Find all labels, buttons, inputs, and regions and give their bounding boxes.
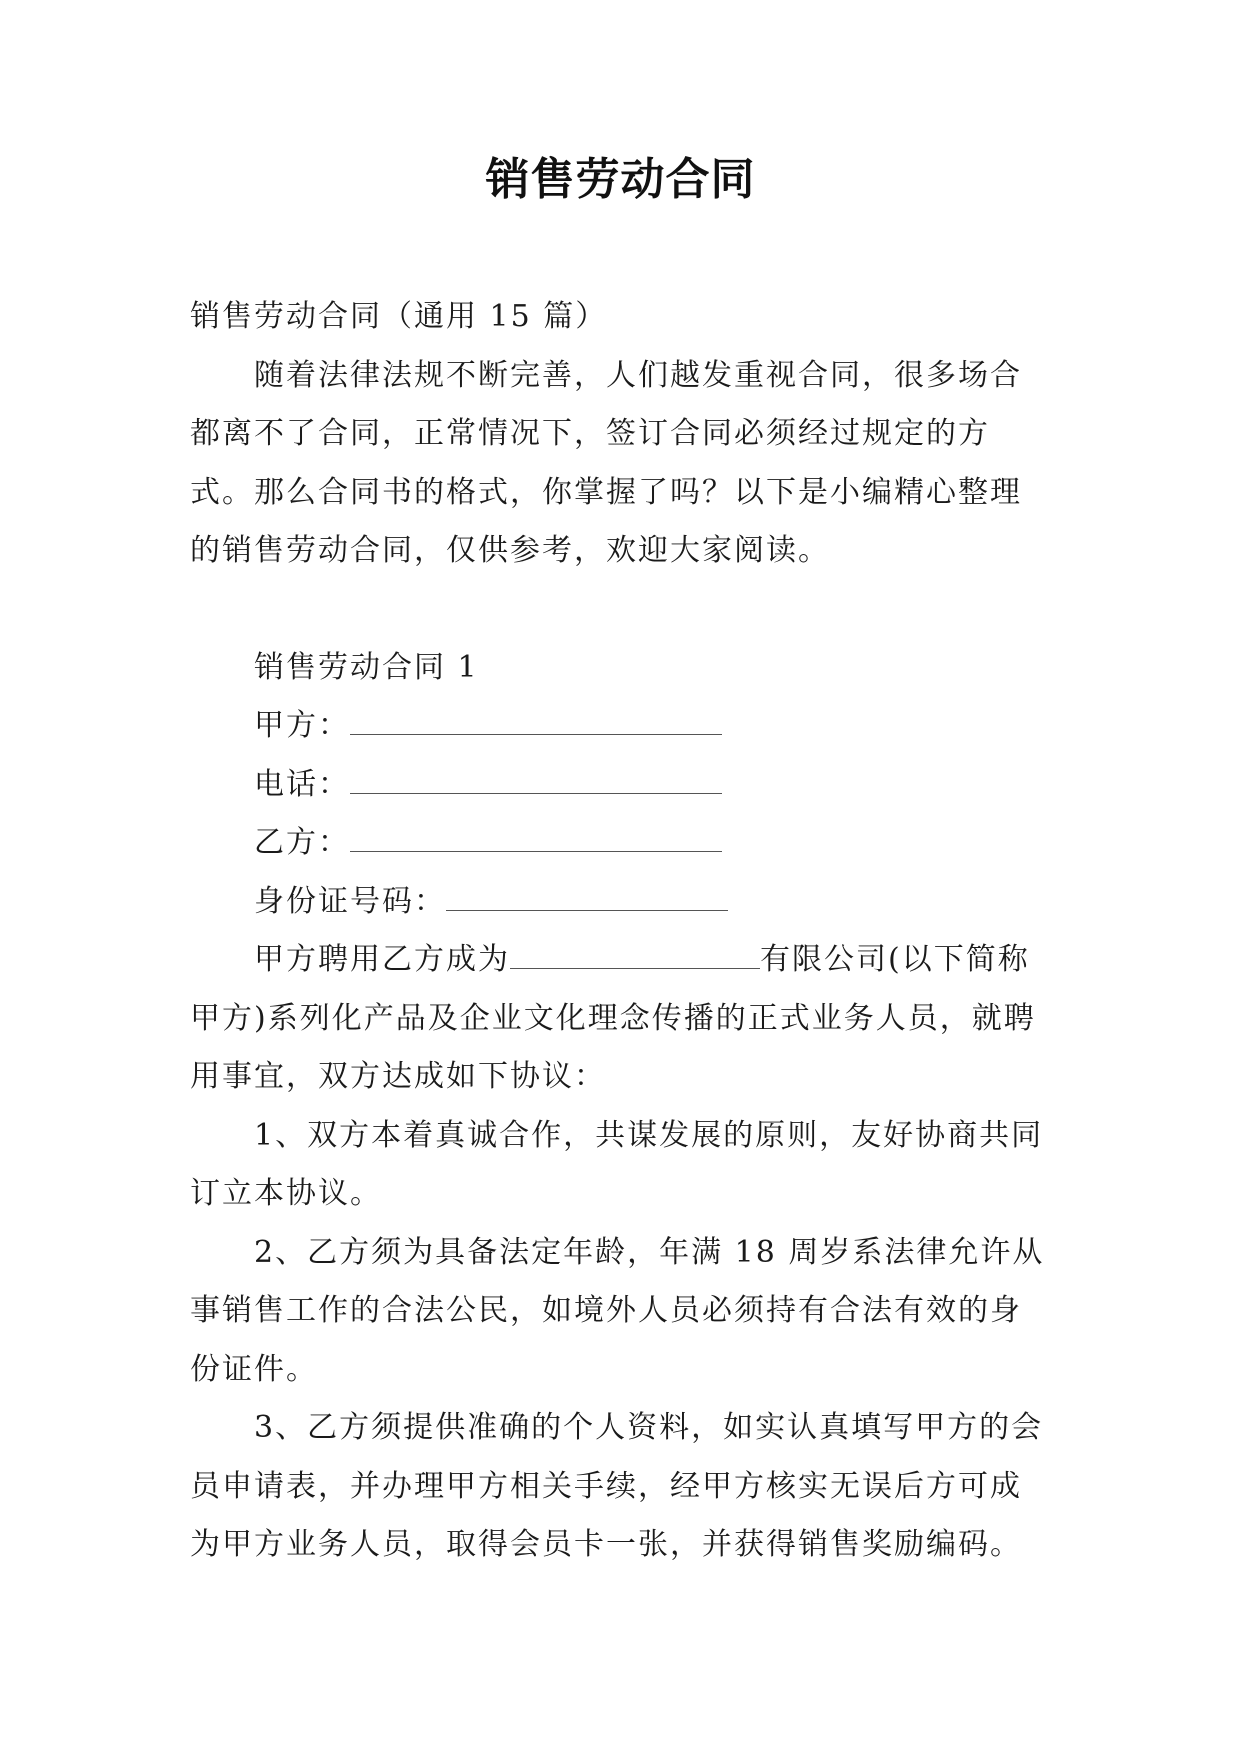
clause-2: 2、乙方须为具备法定年龄，年满 18 周岁系法律允许从事销售工作的合法公民，如境外人员必须持有合法有效的身份证件。	[190, 1234, 1045, 1387]
field-label: 乙方：	[254, 825, 350, 860]
fill-blank	[350, 771, 722, 794]
hire-paragraph	[190, 931, 1050, 1107]
hire-suffix: 有限公司(以下简称甲方)系列化产品及企业文化理念传播的正式业务人员，就聘用事宜，双方达成如下协议：	[190, 942, 1036, 1094]
hire-prefix: 甲方聘用乙方成为	[254, 942, 510, 977]
company-name-blank	[510, 946, 760, 969]
field-party-b	[190, 814, 1050, 873]
section-heading: 销售劳动合同 1	[254, 649, 479, 685]
clause-3: 3、乙方须提供准确的个人资料，如实认真填写甲方的会员申请表，并办理甲方相关手续，经甲方核实无误后方可成为甲方业务人员，取得会员卡一张，并获得销售奖励编码。	[190, 1410, 1044, 1562]
field-party-a	[190, 697, 1050, 756]
document-body	[190, 288, 1050, 1575]
fill-blank	[350, 712, 722, 735]
document-subtitle: 销售劳动合同（通用 15 篇）	[190, 299, 608, 334]
clause-1: 1、双方本着真诚合作，共谋发展的原则，友好协商共同订立本协议。	[190, 1117, 1044, 1211]
field-phone	[190, 756, 1050, 815]
document-title: 销售劳动合同	[485, 154, 756, 205]
field-id-number	[190, 873, 1050, 932]
field-label: 电话：	[254, 766, 350, 802]
fill-blank	[446, 888, 728, 911]
paragraph-gap	[190, 581, 1050, 639]
intro-paragraph: 随着法律法规不断完善，人们越发重视合同，很多场合都离不了合同，正常情况下，签订合同必须经过规定的方式。那么合同书的格式，你掌握了吗？以下是小编精心整理的销售劳动合同，仅供参考，欢迎大家阅读。	[190, 357, 1022, 568]
fill-blank	[350, 829, 722, 852]
field-label: 身份证号码：	[254, 883, 446, 919]
field-label: 甲方：	[254, 708, 350, 743]
